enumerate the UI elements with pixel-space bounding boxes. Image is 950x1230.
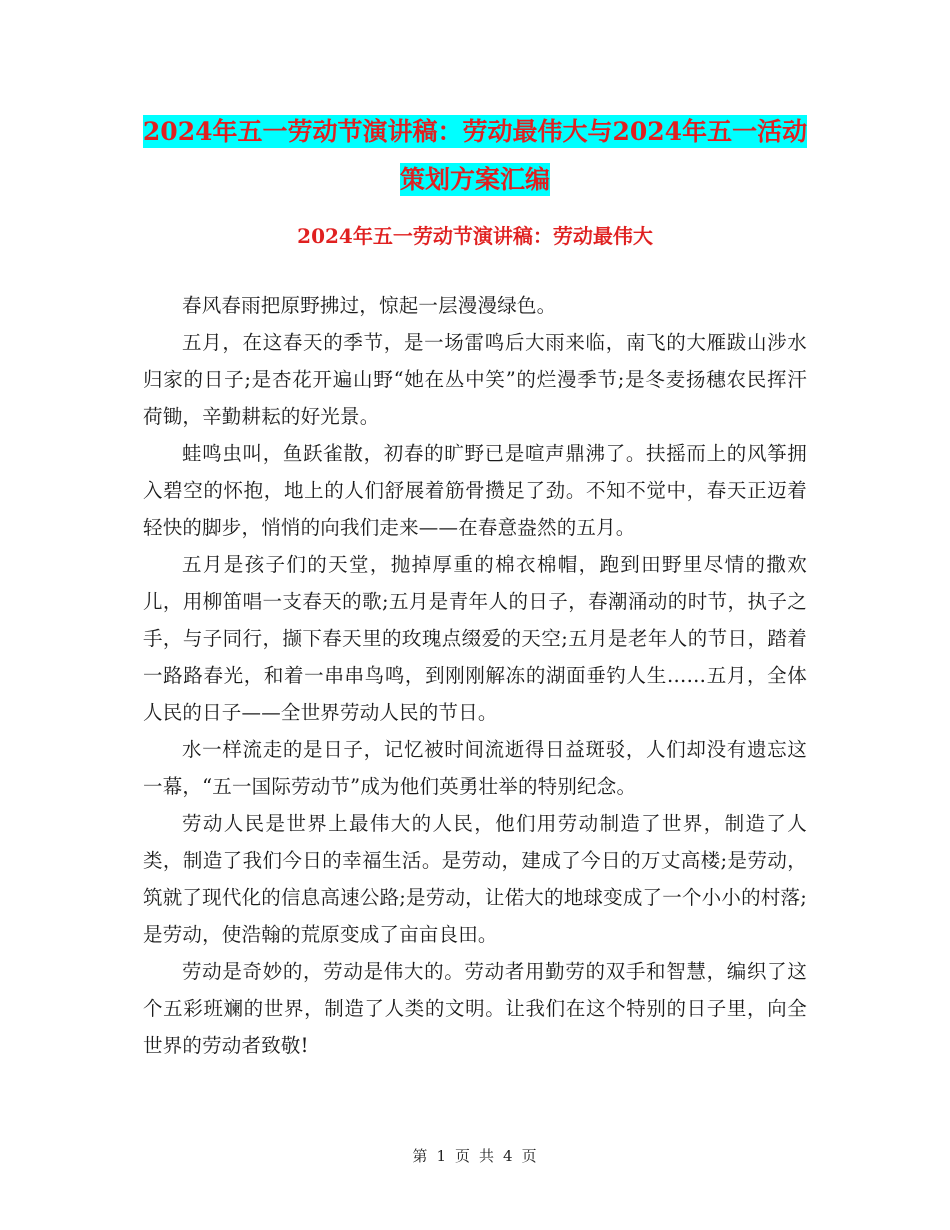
paragraph: 水一样流走的是日子，记忆被时间流逝得日益斑驳，人们却没有遗忘这一幕，“五一国际劳动节”成为他们英勇壮举的特别纪念。 xyxy=(143,738,807,798)
paragraph: 五月，在这春天的季节，是一场雷鸣后大雨来临，南飞的大雁跋山涉水归家的日子;是杏花开遍山野“她在丛中笑”的烂漫季节;是冬麦扬穗农民挥汗荷锄，辛勤耕耘的好光景。 xyxy=(143,331,807,428)
footer-current-page: 1 xyxy=(436,1147,447,1165)
footer-label-total-unit: 页 xyxy=(521,1147,538,1165)
paragraph: 春风春雨把原野拂过，惊起一层漫漫绿色。 xyxy=(182,294,557,317)
document-title-text: 2024年五一劳动节演讲稿：劳动最伟大与2024年五一活动策划方案汇编 xyxy=(142,117,808,194)
footer-label-page-unit: 页 xyxy=(454,1147,471,1165)
page-footer xyxy=(0,1146,950,1166)
footer-total-pages: 4 xyxy=(503,1147,514,1165)
paragraph: 劳动是奇妙的，劳动是伟大的。劳动者用勤劳的双手和智慧，编织了这个五彩班斓的世界，制造了人类的文明。让我们在这个特别的日子里，向全世界的劳动者致敬! xyxy=(143,960,807,1057)
paragraph: 劳动人民是世界上最伟大的人民，他们用劳动制造了世界，制造了人类，制造了我们今日的幸福生活。是劳动，建成了今日的万丈高楼;是劳动，筑就了现代化的信息高速公路;是劳动，让偌大的地球变成了一个小小的村落;是劳动，使浩翰的荒原变成了亩亩良田。 xyxy=(143,812,807,946)
paragraph: 五月是孩子们的天堂，抛掉厚重的棉衣棉帽，跑到田野里尽情的撒欢儿，用柳笛唱一支春天的歌;五月是青年人的日子，春潮涌动的时节，执子之手，与子同行，撷下春天里的玫瑰点缀爱的天空;五月是老年人的节日，踏着一路路春光，和着一串串鸟鸣，到刚刚解冻的湖面垂钓人生……五月，全体人民的日子——全世界劳动人民的节日。 xyxy=(143,553,807,724)
footer-label-page: 第 xyxy=(412,1147,429,1165)
paragraph: 蛙鸣虫叫，鱼跃雀散，初春的旷野已是喧声鼎沸了。扶摇而上的风筝拥入碧空的怀抱，地上的人们舒展着筋骨攒足了劲。不知不觉中，春天正迈着轻快的脚步，悄悄的向我们走来——在春意盎然的五月。 xyxy=(143,442,807,539)
body-text xyxy=(143,287,807,1064)
section-title: 2024年五一劳动节演讲稿：劳动最伟大 xyxy=(297,224,653,248)
document-title xyxy=(140,108,810,204)
footer-label-total: 共 xyxy=(479,1147,496,1165)
